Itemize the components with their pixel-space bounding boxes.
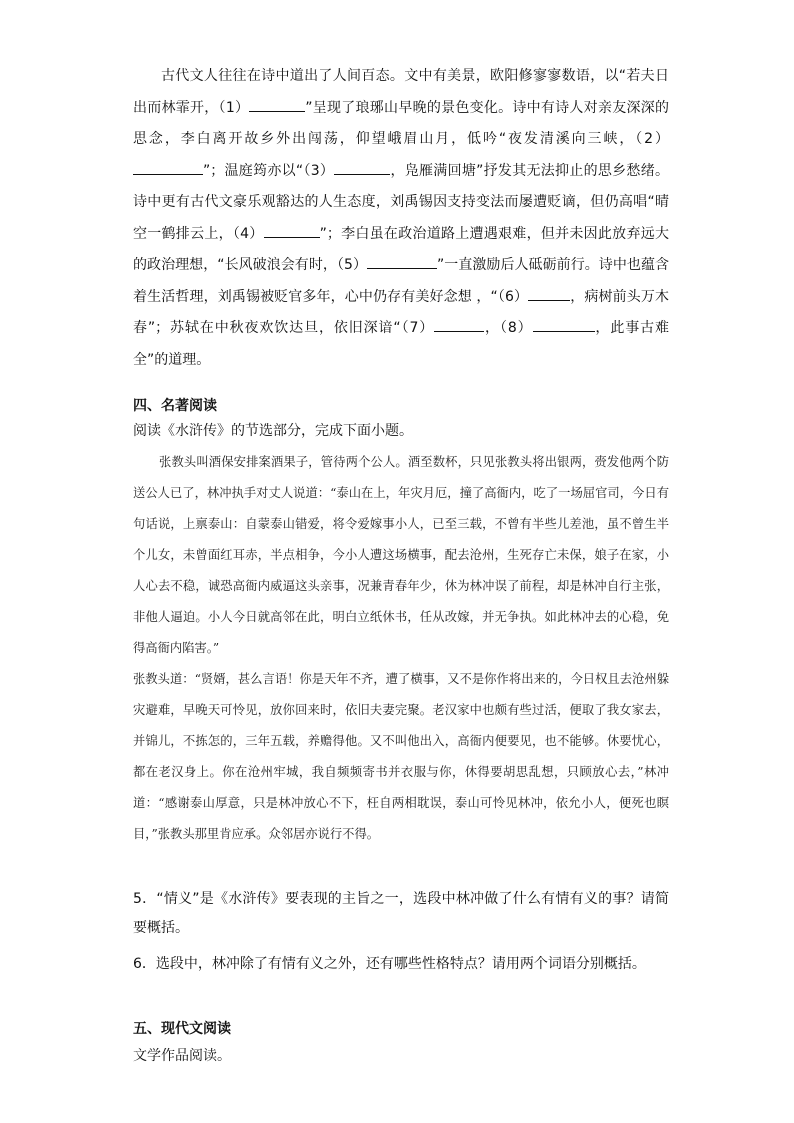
section-5-instruction: 文学作品阅读。 bbox=[133, 1048, 231, 1064]
poetry-paragraph: 古代文人往往在诗中道出了人间百态。文中有美景，欧阳修寥寥数语，以“若夫日出而林霏开，（1） ”呈现了琅琊山早晚的景色变化。诗中有诗人对亲友深深的思念，李白离开故乡外出闯荡，仰望峨眉山月，低吟“夜发清溪向三峡，（2）”；温庭筠亦以“（3） ，凫雁满回塘”抒发其无法抑止的思乡愁绪。诗中更有古代文豪乐观豁达的人生态度，刘禹锡因支持变法而屡遭贬谪，但仍高唱“晴空一鹤排云上，（4） ”；李白虽在政治道路上遭遇艰难，但并未因此放弃远大的政治理想，“长风破浪会有时，（5） ”一直激励后人砥砺前行。诗中也蕴含着生活哲理，刘禹锡被贬官多年，心中仍存有美好念想 ，“（6） ，病树前头万木春”；苏轼在中秋夜欢饮达旦，依旧深谙“（7） ，（8） ，此事古难全”的道理。 bbox=[133, 68, 670, 368]
answer-blank-5[interactable] bbox=[367, 254, 437, 269]
answer-blank-3[interactable] bbox=[334, 160, 390, 175]
answer-blank-2[interactable] bbox=[133, 160, 203, 175]
answer-blank-4[interactable] bbox=[264, 223, 320, 238]
section-5-title: 五、现代文阅读 bbox=[133, 1021, 231, 1037]
question-6: 6．选段中，林冲除了有情有义之外，还有哪些性格特点？请用两个词语分别概括。 bbox=[133, 956, 646, 972]
poetry-fill-in-paragraph bbox=[133, 61, 669, 376]
excerpt-paragraph-2: 张教头道：“贤婿，甚么言语！你是天年不齐，遭了横事，又不是你作将出来的，今日权且去沧州躲灾避难，早晚天可怜见，放你回来时，依旧夫妻完聚。老汉家中也颇有些过活，便取了我女家去，并锦儿，不拣怎的，三年五载，养赡得他。又不叫他出入，高衙内便要见，也不能够。休要忧心，都在老汉身上。你在沧州牢城，我自频频寄书并衣服与你，休得要胡思乱想，只顾放心去，”林冲道：“感谢泰山厚意，只是林冲放心不下，枉自两相耽误，泰山可怜见林冲，依允小人，便死也瞑目，”张教头那里肯应承。众邻居亦说行不得。 bbox=[133, 672, 669, 841]
section-4-title: 四、名著阅读 bbox=[133, 398, 217, 414]
section-4-instruction: 阅读《水浒传》的节选部分，完成下面小题。 bbox=[133, 423, 413, 439]
shuihu-excerpt bbox=[133, 447, 669, 850]
answer-blank-6[interactable] bbox=[528, 286, 570, 301]
answer-blank-8[interactable] bbox=[533, 317, 595, 332]
excerpt-paragraph-1: 张教头叫酒保安排案酒果子，管待两个公人。酒至数杯，只见张教头将出银两，赍发他两个防送公人已了，林冲执手对丈人说道：“泰山在上，年灾月厄，撞了高衙内，吃了一场屈官司，今日有句话说，上禀泰山：自蒙泰山错爱，将令爱嫁事小人，已至三载，不曾有半些儿差池，虽不曾生半个儿女，未曾面红耳赤，半点相争，今小人遭这场横事，配去沧州，生死存亡未保，娘子在家，小人心去不稳，诚恐高衙内威逼这头亲事，况兼青春年少，休为林冲误了前程，却是林冲自行主张，非他人逼迫。小人今日就高邻在此，明白立纸休书，任从改嫁，并无争执。如此林冲去的心稳，免得高衙内陷害。” bbox=[133, 455, 669, 655]
answer-blank-7[interactable] bbox=[434, 317, 484, 332]
answer-blank-1[interactable] bbox=[249, 97, 305, 112]
question-5: 5．“情义”是《水浒传》要表现的主旨之一，选段中林冲做了什么有情有义的事？请简要概括。 bbox=[133, 891, 669, 936]
